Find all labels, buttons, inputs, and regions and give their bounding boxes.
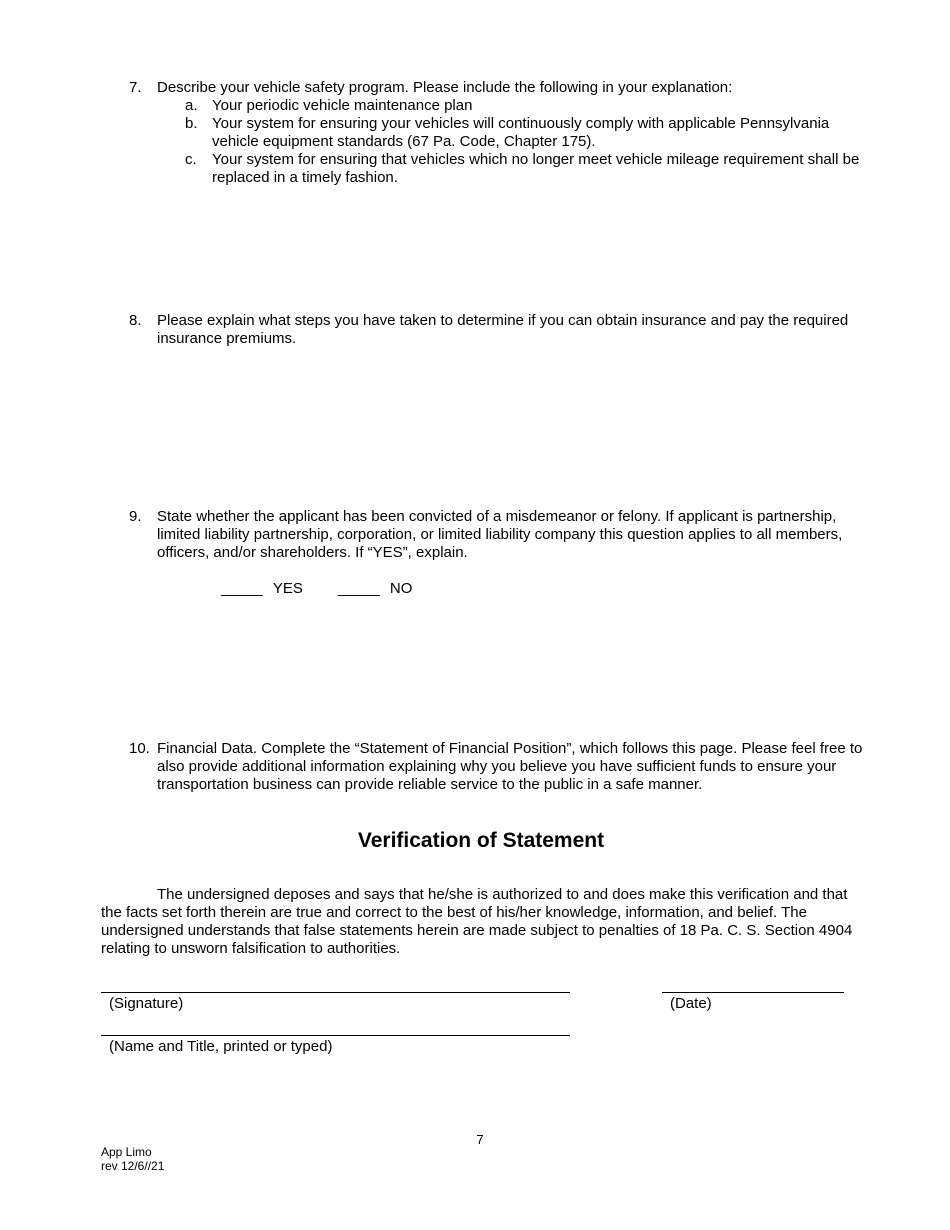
no-blank[interactable]: _____ (338, 580, 380, 597)
question-number: 9. (129, 508, 142, 525)
list-item: Your system for ensuring your vehicles will continuously comply with applicable Pennsylvania vehicle equipment standards (67 Pa. Code, Chapter 175). (212, 115, 830, 150)
list-item: Your system for ensuring that vehicles which no longer meet vehicle mileage requirement shall be replaced in a timely fashion. (212, 151, 860, 186)
signature-line[interactable] (101, 992, 570, 993)
list-item-letter: b. (185, 115, 198, 132)
question-text: State whether the applicant has been convicted of a misdemeanor or felony. If applicant is partnership, limited liability partnership, corporation, or limited liability company this question applies to all members, officers, and/or shareholders. If “YES”, explain. (157, 508, 843, 561)
yes-option[interactable] (221, 580, 303, 598)
name-title-label: (Name and Title, printed or typed) (109, 1038, 333, 1055)
name-title-line[interactable] (101, 1035, 570, 1036)
no-label: NO (389, 580, 413, 597)
date-label: (Date) (670, 995, 712, 1012)
question-number: 7. (129, 79, 142, 96)
question-number: 8. (129, 312, 142, 329)
question-text: Please explain what steps you have taken to determine if you can obtain insurance and pay the required insurance premiums. (157, 312, 849, 347)
list-item-letter: c. (185, 151, 197, 168)
form-name: App Limo (101, 1145, 152, 1159)
question-number: 10. (129, 740, 150, 757)
revision: rev 12/6//21 (101, 1159, 165, 1173)
list-item-letter: a. (185, 97, 198, 114)
page-number: 7 (476, 1132, 484, 1147)
verification-title: Verification of Statement (357, 829, 605, 852)
verification-body: The undersigned deposes and says that he/she is authorized to and does make this verification and that the facts set forth therein are true and correct to the best of his/her knowledge, information, and belief. The undersigned understands that false statements herein are made subject to penalties of 18 Pa. C. S. Section 4904 relating to unsworn falsification to authorities. (101, 886, 853, 957)
no-option[interactable] (338, 580, 412, 598)
list-item: Your periodic vehicle maintenance plan (212, 97, 473, 114)
date-line[interactable] (662, 992, 844, 993)
yes-blank[interactable]: _____ (221, 580, 263, 597)
question-text: Financial Data. Complete the “Statement of Financial Position”, which follows this page. Please feel free to also provide additional information explaining why you believe you have sufficient funds to ensure your transportation business can provide reliable service to the public in a safe manner. (157, 740, 863, 793)
question-text: Describe your vehicle safety program. Please include the following in your explanation: (157, 79, 733, 96)
signature-label: (Signature) (109, 995, 184, 1012)
yes-label: YES (272, 580, 303, 597)
